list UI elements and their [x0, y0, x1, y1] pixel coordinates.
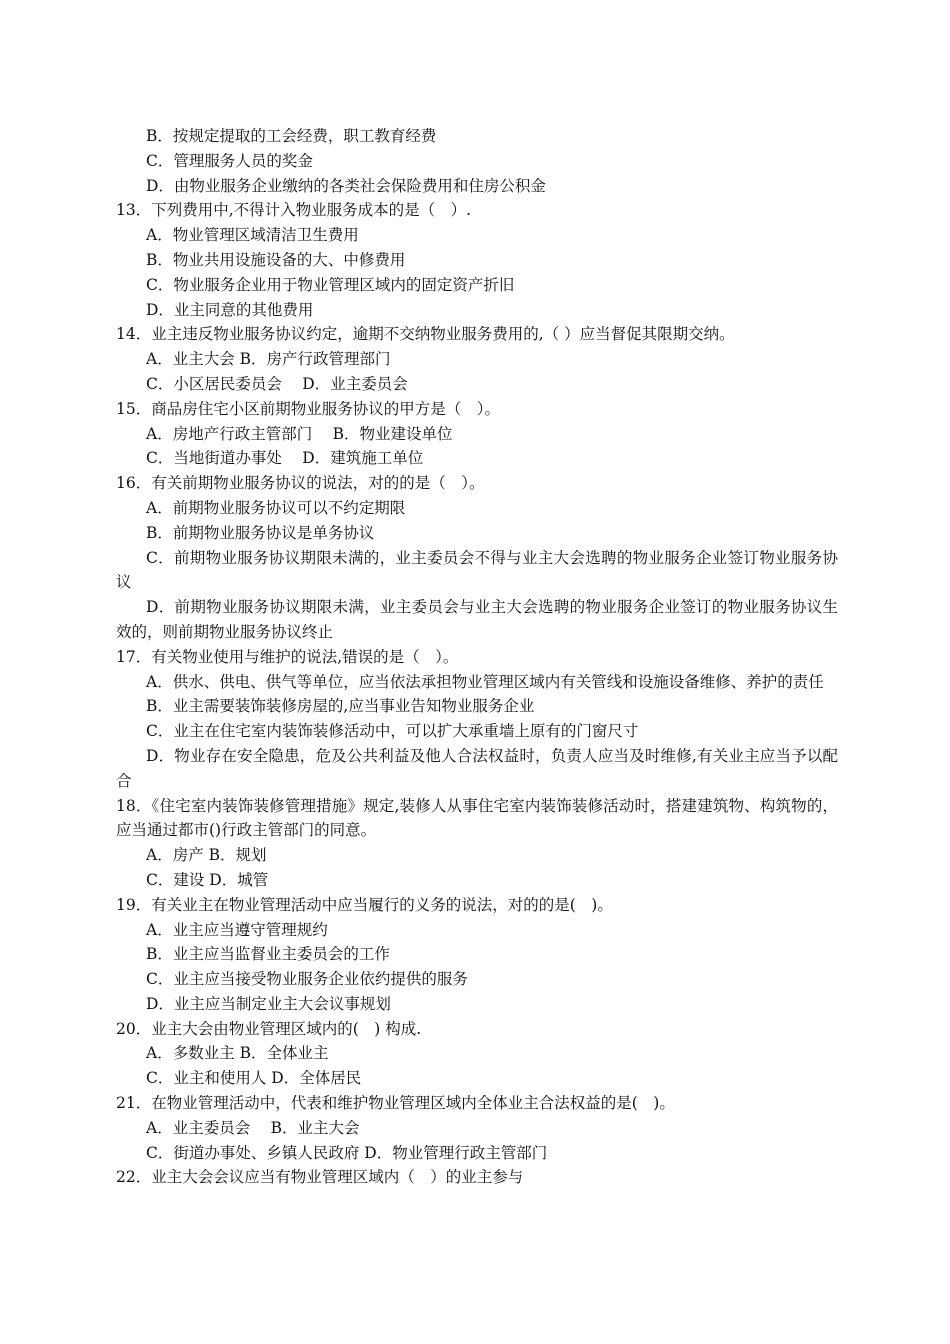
question-line: 17．有关物业使用与维护的说法,错误的是（ ）。 — [116, 647, 459, 666]
option-line: C．前期物业服务协议期限未满的，业主委员会不得与业主大会选聘的物业服务企业签订物业服务协议 — [116, 548, 838, 592]
option-line: C．当地街道办事处 D．建筑施工单位 — [146, 449, 424, 468]
option-line: C．业主应当接受物业服务企业依约提供的服务 — [146, 970, 468, 989]
option-line: C．建设 D．城管 — [146, 870, 269, 889]
question-line: 19．有关业主在物业管理活动中应当履行的义务的说法，对的的是( )。 — [116, 895, 613, 914]
question-line: 14．业主违反物业服务协议约定，逾期不交纳物业服务费用的,（ ）应当督促其限期交纳。 — [116, 325, 735, 344]
option-line: D．业主同意的其他费用 — [146, 300, 314, 319]
option-line: C．街道办事处、乡镇人民政府 D．物业管理行政主管部门 — [146, 1143, 548, 1162]
option-line: B．物业共用设施设备的大、中修费用 — [146, 250, 406, 269]
option-line: C．业主和使用人 D．全体居民 — [146, 1069, 362, 1088]
option-line: A．多数业主 B．全体业主 — [146, 1044, 329, 1063]
option-line: A．业主大会 B．房产行政管理部门 — [146, 350, 391, 369]
option-line: A．房产 B．规划 — [146, 846, 267, 865]
option-line: C．物业服务企业用于物业管理区域内的固定资产折旧 — [146, 275, 515, 294]
question-line: 20．业主大会由物业管理区域内的( ) 构成. — [116, 1019, 422, 1038]
question-line: 21．在物业管理活动中，代表和维护物业管理区域内全体业主合法权益的是( )。 — [116, 1094, 675, 1113]
option-line: A．业主委员会 B．业主大会 — [146, 1118, 360, 1137]
option-line: A．供水、供电、供气等单位，应当依法承担物业管理区域内有关管线和设施设备维修、养护的责任 — [146, 672, 824, 691]
option-line: B．业主应当监督业主委员会的工作 — [146, 945, 390, 964]
question-list — [116, 124, 838, 1190]
option-line: A．房地产行政主管部门 B．物业建设单位 — [146, 424, 453, 443]
question-line: 18．《住宅室内装饰装修管理措施》规定,装修人从事住宅室内装饰装修活动时，搭建建筑物、构筑物的，应当通过都市()行政主管部门的同意。 — [116, 796, 838, 840]
option-line: B．业主需要装饰装修房屋的,应当事业告知物业服务企业 — [146, 697, 535, 716]
option-line: C．管理服务人员的奖金 — [146, 151, 313, 170]
option-line: C．小区居民委员会 D．业主委员会 — [146, 374, 408, 393]
question-line: 15．商品房住宅小区前期物业服务协议的甲方是（ ）。 — [116, 399, 500, 418]
option-line: B．前期物业服务协议是单务协议 — [146, 523, 375, 542]
option-line: D．前期物业服务协议期限未满，业主委员会与业主大会选聘的物业服务企业签订的物业服务协议生效的，则前期物业服务协议终止 — [116, 598, 838, 641]
question-line: 13．下列费用中,不得计入物业服务成本的是（ ）. — [116, 201, 472, 220]
question-line: 16．有关前期物业服务协议的说法，对的的是（ ）。 — [116, 474, 485, 493]
option-line: A．业主应当遵守管理规约 — [146, 920, 328, 939]
option-line: A．物业管理区域清洁卫生费用 — [146, 226, 359, 245]
question-line: 22．业主大会会议应当有物业管理区域内（ ）的业主参与 — [116, 1168, 524, 1187]
option-line: C．业主在住宅室内装饰装修活动中，可以扩大承重墙上原有的门窗尺寸 — [146, 722, 639, 741]
option-line: D．由物业服务企业缴纳的各类社会保险费用和住房公积金 — [146, 176, 546, 195]
option-line: B．按规定提取的工会经费，职工教育经费 — [146, 127, 437, 145]
option-line: A．前期物业服务协议可以不约定期限 — [146, 498, 406, 517]
option-line: D．物业存在安全隐患，危及公共利益及他人合法权益时，负责人应当及时维修,有关业主应当予以配合 — [116, 746, 838, 790]
option-line: D．业主应当制定业主大会议事规划 — [146, 994, 391, 1013]
